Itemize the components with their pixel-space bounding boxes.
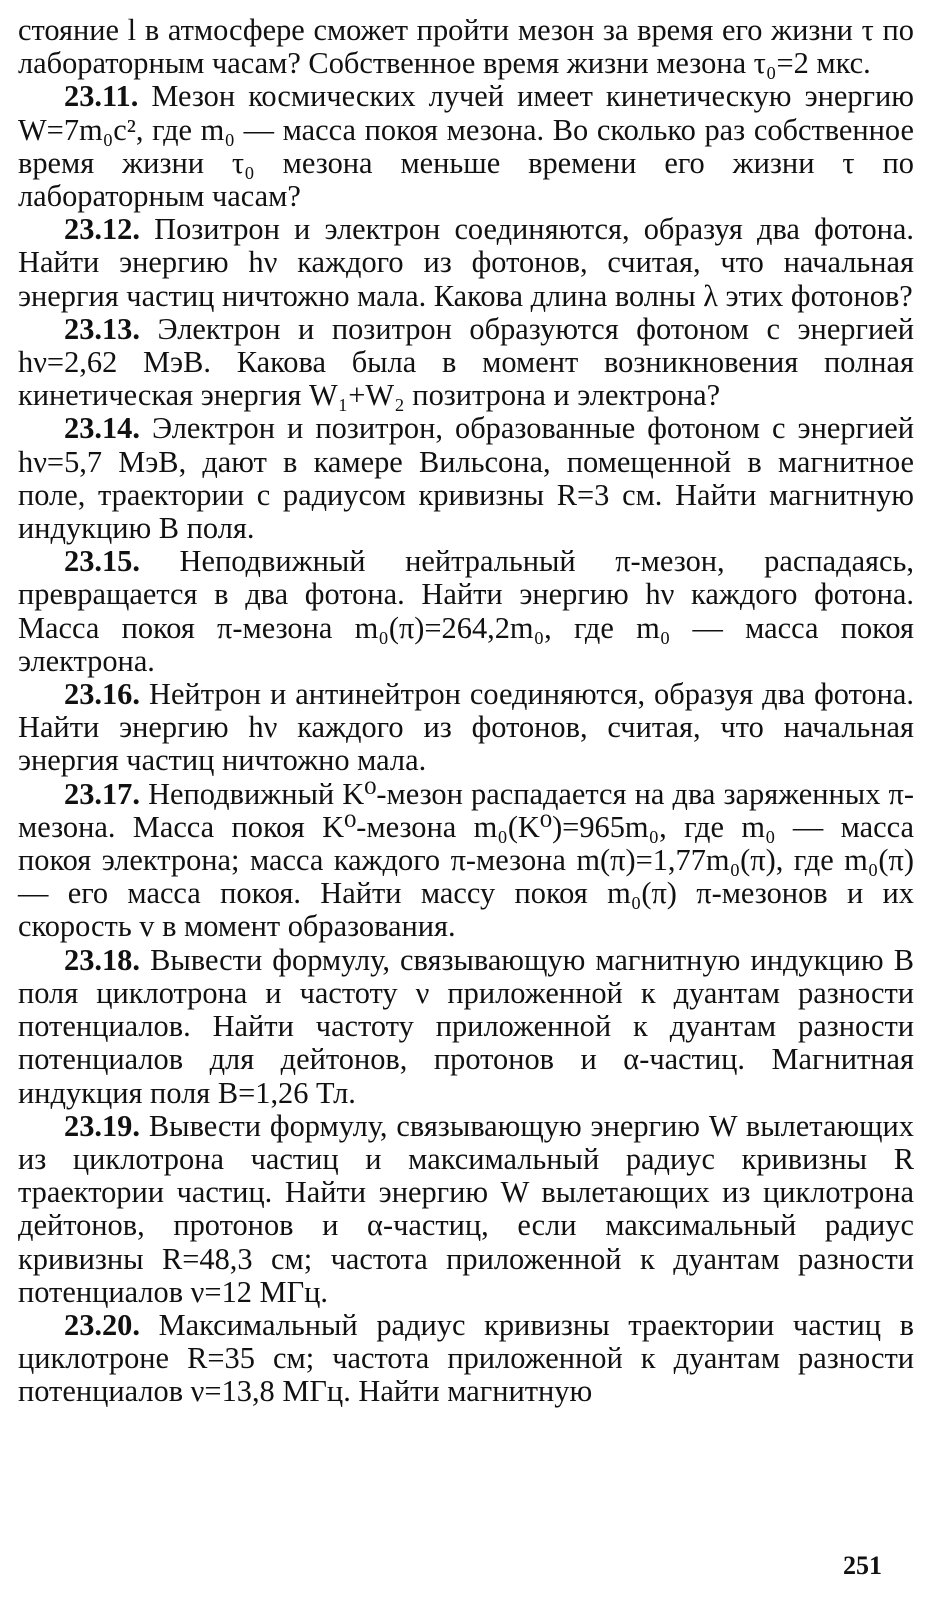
problem-text: Неподвижный K⁰-мезон распадается на два заряженных π-мезона. Масса покоя K⁰-мезона m₀(K⁰)=965m₀, где m₀ — масса покоя электрона; масса каждого π-мезона m(π)=1,77m₀(π), где m₀(π) — его масса покоя. Найти массу покоя m₀(π) π-мезонов и их скорость v в момент образования. (18, 776, 914, 944)
problem-number: 23.19. (64, 1108, 140, 1143)
problem-23-13 (18, 313, 914, 413)
problem-23-11 (18, 80, 914, 213)
problem-23-15 (18, 545, 914, 678)
problem-number: 23.20. (64, 1307, 140, 1342)
intro-paragraph (18, 14, 914, 80)
problem-23-12 (18, 213, 914, 313)
problem-23-14 (18, 412, 914, 545)
problem-23-19 (18, 1110, 914, 1309)
problem-number: 23.12. (64, 212, 140, 247)
problem-text: Неподвижный нейтральный π-мезон, распадаясь, превращается в два фотона. Найти энергию hν каждого фотона. Масса покоя π-мезона m₀(π)=264,2m₀, где m₀ — масса покоя электрона. (18, 544, 914, 678)
problem-23-18 (18, 944, 914, 1110)
problem-text: Позитрон и электрон соединяются, образуя два фотона. Найти энергию hν каждого из фотонов, считая, что начальная энергия частиц ничтожно мала. Какова длина волны λ этих фотонов? (18, 212, 914, 313)
problem-23-20 (18, 1309, 914, 1409)
problem-number: 23.16. (64, 677, 140, 712)
problem-text: Максимальный радиус кривизны траектории частиц в циклотроне R=35 см; частота приложенной к дуантам разности потенциалов ν=13,8 МГц. Найти магнитную (18, 1307, 914, 1409)
problem-number: 23.15. (64, 544, 140, 579)
problem-text: Мезон космических лучей имеет кинетическую энергию W=7m₀c², где m₀ — масса покоя мезона. Во сколько раз собственное время жизни τ₀ мезона меньше времени его жизни τ по лабораторным часам? (18, 79, 914, 214)
problem-text: Вывести формулу, связывающую магнитную индукцию B поля циклотрона и частоту ν приложенной к дуантам разности потенциалов. Найти частоту приложенной к дуантам разности потенциалов для дейтонов, протонов и α-частиц. Магнитная индукция поля B=1,26 Тл. (18, 942, 914, 1110)
problem-text: Электрон и позитрон, образованные фотоном с энергией hν=5,7 МэВ, дают в камере Вильсона, помещенной в магнитное поле, траектории с радиусом кривизны R=3 см. Найти магнитную индукцию B поля. (18, 411, 914, 546)
problem-text: Электрон и позитрон образуются фотоном с энергией hν=2,62 МэВ. Какова была в момент возникновения полная кинетическая энергия W₁+W₂ позитрона и электрона? (18, 311, 914, 413)
problem-number: 23.13. (64, 311, 140, 346)
problem-number: 23.17. (64, 776, 140, 811)
problem-23-17 (18, 778, 914, 944)
problem-number: 23.18. (64, 942, 140, 977)
intro-text: стояние l в атмосфере сможет пройти мезон за время его жизни τ по лабораторным часам? Собственное время жизни мезона τ₀=2 мкс. (18, 13, 914, 81)
page-number: 251 (843, 1551, 882, 1580)
problem-text: Нейтрон и антинейтрон соединяются, образуя два фотона. Найти энергию hν каждого из фотонов, считая, что начальная энергия частиц ничтожно мала. (18, 677, 914, 778)
problem-number: 23.14. (64, 411, 140, 446)
page-body (18, 14, 914, 1409)
problem-number: 23.11. (64, 79, 139, 114)
problem-23-16 (18, 678, 914, 778)
problem-text: Вывести формулу, связывающую энергию W вылетающих из циклотрона частиц и максимальный радиус кривизны R траектории частиц. Найти энергию W вылетающих из циклотрона дейтонов, протонов и α-частиц, если максимальный радиус кривизны R=48,3 см; частота приложенной к дуантам разности потенциалов ν=12 МГц. (18, 1108, 914, 1309)
